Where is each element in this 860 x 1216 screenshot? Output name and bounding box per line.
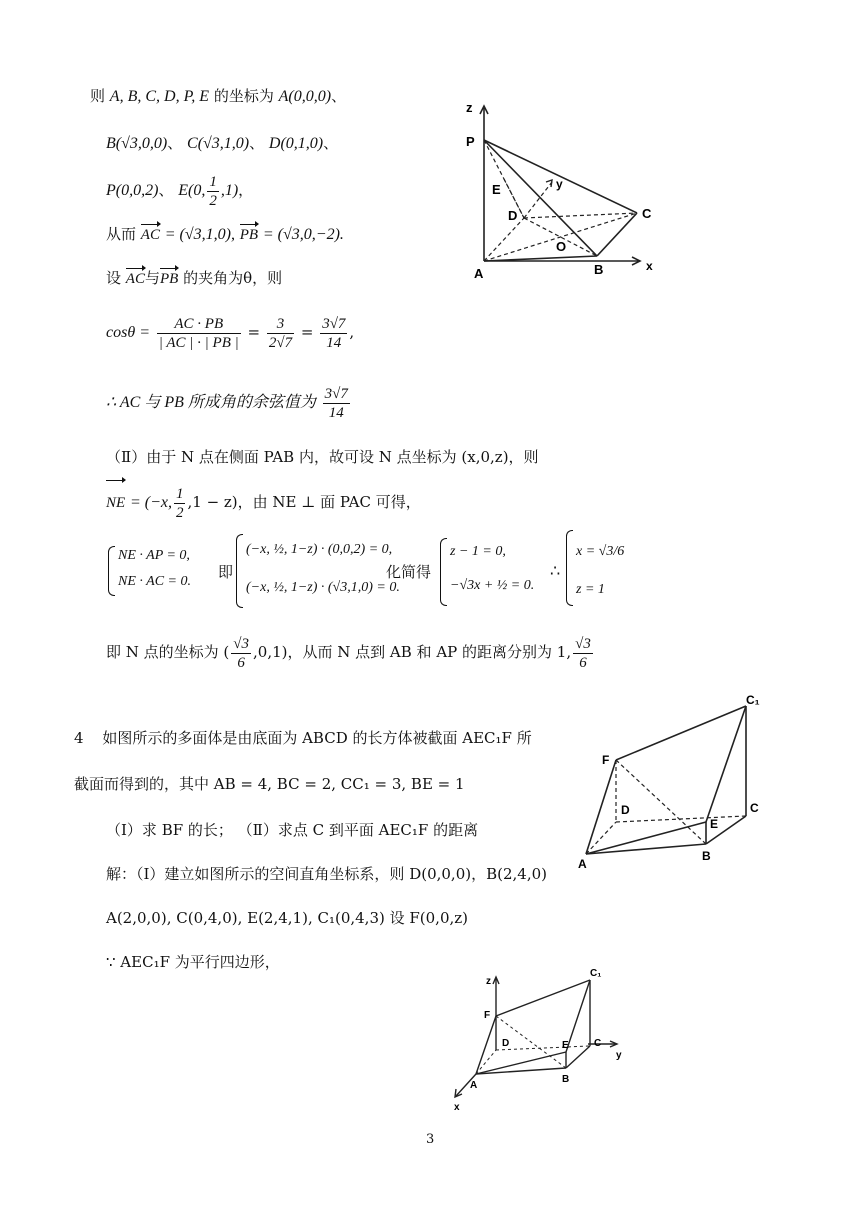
conclusion-line xyxy=(106,378,352,427)
frac-num: 3√7 xyxy=(322,315,346,332)
text-thus: 从而 xyxy=(106,225,137,243)
coords-line-1 xyxy=(90,86,346,107)
final-line xyxy=(106,628,595,676)
label-F: F xyxy=(602,753,610,767)
label-x: x xyxy=(646,259,653,273)
coords-line-3 xyxy=(106,170,253,211)
seg-FB xyxy=(616,760,706,844)
label-F: F xyxy=(484,1010,491,1021)
coord-B: B(√3,0,0) xyxy=(106,135,168,152)
vec-PB: PB xyxy=(239,227,259,243)
cos-frac-3 xyxy=(320,315,347,352)
problem4-questions: （Ⅰ）求 BF 的长； （Ⅱ）求点 C 到平面 AEC₁F 的距离 xyxy=(106,821,479,839)
text-simplify: 化简得 xyxy=(386,565,432,581)
sep: 、 xyxy=(331,87,347,105)
brace-4 xyxy=(566,530,573,606)
y-arrow xyxy=(546,180,552,187)
problem4-sol1: 解：（Ⅰ）建立如图所示的空间直角坐标系，则 D(0,0,0)，B(2,4,0) xyxy=(106,865,547,883)
sep: 、 xyxy=(158,181,174,199)
edge-PB xyxy=(484,140,597,256)
edge-FA xyxy=(476,1016,496,1074)
text-coords-are: 的坐标为 xyxy=(213,87,274,105)
cos-frac-2 xyxy=(267,315,294,352)
page-number: 3 xyxy=(426,1132,435,1147)
label-P: P xyxy=(466,134,475,149)
edge-EC1 xyxy=(706,706,746,822)
cos-lhs: cosθ = xyxy=(106,324,150,341)
vec-NE: NE xyxy=(106,481,125,525)
sys3-line2: −√3x + ½ = 0. xyxy=(450,578,535,593)
sys3-line1: z − 1 = 0, xyxy=(450,544,506,559)
edge-DC xyxy=(496,1046,590,1050)
text-angle: 的夹角为θ，则 xyxy=(183,269,283,287)
problem4-text2: 截面而得到的，其中 AB = 4, BC = 2, CC₁ = 3, BE = 1 xyxy=(74,775,465,793)
frac-den: 2√7 xyxy=(268,334,293,351)
label-E: E xyxy=(492,182,501,197)
sys1-line1: NE · AP = 0, xyxy=(118,548,190,563)
sys2-line1: (−x, ½, 1−z) · (0,0,2) = 0, xyxy=(246,542,393,557)
part2-intro-text: （Ⅱ）由于 N 点在侧面 PAB 内，故可设 N 点坐标为 (x,0,z)，则 xyxy=(106,448,539,466)
conclusion-text: ∴ AC 与 PB 所成角的余弦值为 xyxy=(106,394,316,411)
label-A: A xyxy=(578,857,587,871)
frac-num: √3 xyxy=(233,635,250,652)
frac-den: | AC | · | PB | xyxy=(158,334,239,351)
polyhedron-figure xyxy=(576,694,766,872)
part2-intro xyxy=(106,447,539,467)
label-C: C xyxy=(594,1038,602,1049)
label-E: E xyxy=(562,1040,569,1051)
vec-AC: AC xyxy=(140,227,160,243)
vector-line xyxy=(106,224,344,245)
vec-AC: AC xyxy=(125,271,145,287)
edge-BC xyxy=(566,1046,590,1068)
label-z: z xyxy=(466,100,473,115)
frac-num: 1 xyxy=(175,485,184,502)
label-A: A xyxy=(474,266,484,281)
angle-line xyxy=(106,268,282,289)
coord-C: C(√3,1,0) xyxy=(187,135,250,152)
label-C1: C₁ xyxy=(590,968,602,979)
coord-E-post: ,1) xyxy=(220,182,239,199)
label-D: D xyxy=(508,208,518,223)
edge-FC1 xyxy=(496,980,590,1016)
frac-num: 1 xyxy=(209,173,217,190)
coord-E-frac xyxy=(207,173,219,210)
label-C: C xyxy=(642,206,652,221)
label-O: O xyxy=(556,239,567,254)
y-axis xyxy=(524,182,552,218)
edge-DC xyxy=(616,816,746,822)
final-frac-2 xyxy=(573,635,593,672)
sep: 、 xyxy=(167,134,183,152)
NE-line xyxy=(106,480,421,525)
label-B: B xyxy=(702,849,711,863)
label-z: z xyxy=(486,976,491,987)
coord-E-pre: E(0, xyxy=(178,182,206,199)
brace-3 xyxy=(440,538,447,606)
sys1-line2: NE · AC = 0. xyxy=(118,574,191,589)
label-A: A xyxy=(470,1080,478,1091)
frac-num: 3 xyxy=(267,315,294,334)
coords-line-2 xyxy=(106,133,338,154)
sys4-line1: x = √3/6 xyxy=(576,544,625,559)
edge-DC xyxy=(524,213,637,218)
NE-frac xyxy=(174,485,186,522)
coord-D: D(0,1,0) xyxy=(268,135,324,152)
NE-val-post: ,1 − z)，由 NE ⊥ 面 PAC 可得， xyxy=(187,493,421,511)
final-frac-1 xyxy=(231,635,251,672)
frac-den: 6 xyxy=(237,654,245,671)
label-E: E xyxy=(710,817,719,831)
frac-den: 6 xyxy=(579,654,587,671)
problem4-sol3: ∵ AEC₁F 为平行四边形， xyxy=(106,953,280,971)
PB-value: = (√3,0,−2). xyxy=(262,226,344,243)
frac-num: √3 xyxy=(575,635,591,652)
point-list: A, B, C, D, P, E xyxy=(109,88,210,105)
coordinate-figure xyxy=(450,964,640,1114)
problem4-sol2: A(2,0,0), C(0,4,0), E(2,4,1), C₁(0,4,3) 设 F(0,0,z) xyxy=(106,909,469,927)
label-B: B xyxy=(562,1074,570,1085)
brace-1 xyxy=(108,546,115,596)
text-and: 与 xyxy=(144,269,160,287)
label-D: D xyxy=(621,803,630,817)
frac-num: AC · PB xyxy=(157,315,241,334)
vec-PB: PB xyxy=(159,271,179,287)
sys2-line2: (−x, ½, 1−z) · (√3,1,0) = 0. xyxy=(246,580,400,595)
conclusion-frac xyxy=(323,385,350,422)
problem-number: 4 xyxy=(74,729,84,747)
coord-A: A(0,0,0) xyxy=(278,88,332,105)
sep: 、 xyxy=(323,134,339,152)
final-pre: 即 N 点的坐标为 ( xyxy=(106,643,230,661)
label-B: B xyxy=(594,262,604,277)
edge-EC1 xyxy=(566,980,590,1052)
edge-BC xyxy=(597,213,637,256)
label-y: y xyxy=(556,177,563,191)
therefore-sym: ∴ xyxy=(550,563,561,580)
label-x: x xyxy=(454,1102,460,1113)
brace-2 xyxy=(236,534,243,608)
coord-P: P(0,0,2) xyxy=(106,182,159,199)
label-C: C xyxy=(750,801,759,815)
frac-den: 14 xyxy=(328,404,344,421)
text-ze: 则 xyxy=(90,87,106,105)
label-y: y xyxy=(616,1050,622,1061)
frac-num: 3√7 xyxy=(324,385,348,402)
cos-frac-main xyxy=(157,315,241,352)
text-let: 设 xyxy=(106,269,122,287)
label-C1: C₁ xyxy=(746,694,760,707)
final-mid: ,0,1)，从而 N 点到 AB 和 AP 的距离分别为 1, xyxy=(253,643,572,661)
sys4-line2: z = 1 xyxy=(576,582,605,597)
sep: 、 xyxy=(249,134,265,152)
cos-formula: cosθ = $\frac{AC \cdot PB}{| AC | \cdot | PB |}$ = $\frac{3}{2√7}$ = $\frac{3√7}{14}$ , xyxy=(106,315,355,351)
frac-den: 2 xyxy=(175,504,184,521)
text-ji: 即 xyxy=(218,565,234,581)
comma: ， xyxy=(238,181,254,199)
AC-value: = (√3,1,0), xyxy=(164,226,235,243)
problem4-text1: 如图所示的多面体是由底面为 ABCD 的长方体被截面 AEC₁F 所 xyxy=(102,729,532,747)
pyramid-figure xyxy=(462,96,662,286)
label-D: D xyxy=(502,1038,510,1049)
edge-FA xyxy=(586,760,616,854)
NE-val-pre: = (−x, xyxy=(129,494,172,511)
frac-den: 14 xyxy=(326,334,342,351)
edge-FC1 xyxy=(616,706,746,760)
frac-den: 2 xyxy=(209,192,217,209)
problem4-line1 xyxy=(74,728,532,748)
